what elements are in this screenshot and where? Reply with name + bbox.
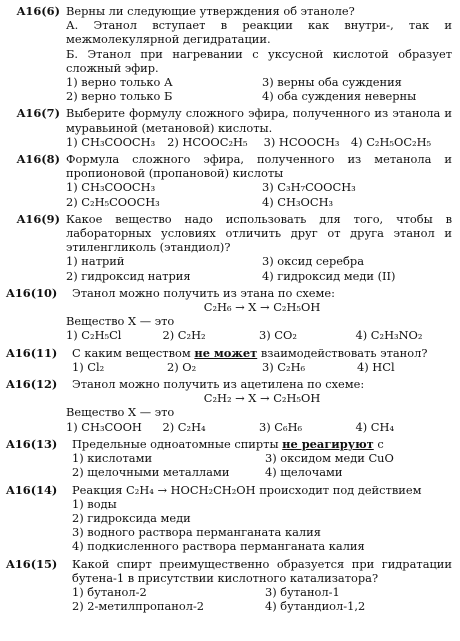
answer-option[interactable]: 4) C₂H₅OC₂H₅ — [350, 134, 432, 149]
answer-options — [66, 254, 452, 282]
answer-option[interactable]: 4) CH₃OCH₃ — [262, 194, 334, 209]
question-stem: Реакция C₂H₄ → HOCH₂CH₂OH происходит под действием — [72, 482, 422, 497]
answer-option[interactable]: 2) O₂ — [167, 359, 197, 374]
answer-option[interactable]: 3) бутанол-1 — [265, 584, 340, 599]
answer-option[interactable]: 3) оксидом меди CuO — [265, 451, 394, 466]
answer-options — [66, 328, 452, 342]
question-stem — [72, 437, 452, 451]
question-a16-7 — [6, 106, 452, 149]
question-number: A16(10) — [6, 285, 58, 300]
question-a16-6 — [6, 4, 452, 103]
answer-option[interactable]: 1) CH₃COOCH₃ — [66, 134, 156, 149]
statement-b: Б. Этанол при нагревании с уксусной кислотой образует сложный эфир. — [66, 46, 452, 75]
answer-option[interactable]: 3) верны оба суждения — [262, 75, 402, 90]
question-a16-15 — [6, 557, 452, 614]
answer-option[interactable]: 1) кислотами — [72, 451, 153, 466]
question-stem: Какое вещество надо использовать для того, чтобы в лабораторных условиях отличить друг от друга этанол и этиленгликоль (этандиол)? — [66, 211, 452, 255]
answer-option[interactable]: 3) C₃H₇COOCH₃ — [262, 180, 356, 195]
answer-option[interactable]: 4) C₂H₃NO₂ — [355, 328, 423, 343]
statement-a: А. Этанол вступает в реакции как внутри-, так и межмолекулярной дегидратации. — [66, 18, 452, 47]
answer-options — [72, 497, 452, 554]
answer-option[interactable]: 1) CH₃COOCH₃ — [66, 180, 156, 195]
substance-label: Вещество X — это — [66, 405, 175, 420]
question-number: A16(11) — [6, 345, 58, 360]
question-stem: Выберите формулу сложного эфира, полученного из этанола и муравьиной (метановой) кислоты. — [66, 106, 452, 135]
answer-option[interactable]: 4) CH₄ — [355, 419, 395, 434]
stem-emphasis: не может — [194, 345, 258, 360]
answer-option[interactable]: 2) C₂H₄ — [162, 419, 206, 434]
answer-option[interactable]: 3) C₂H₆ — [262, 359, 306, 374]
answer-option[interactable]: 1) бутанол-2 — [72, 584, 147, 599]
answer-option[interactable]: 1) верно только А — [66, 75, 173, 90]
answer-option[interactable]: 4) щелочами — [265, 465, 343, 480]
stem-text: Предельные одноатомные спирты — [72, 436, 283, 451]
question-number: A16(12) — [6, 377, 58, 392]
answer-options — [72, 451, 452, 479]
answer-option[interactable]: 3) водного раствора перманганата калия — [72, 525, 321, 540]
question-a16-10 — [6, 286, 452, 314]
answer-option[interactable]: 2) щелочными металлами — [72, 465, 230, 480]
answer-options — [66, 420, 452, 434]
answer-option[interactable]: 4) подкисленного раствора перманганата калия — [72, 539, 365, 554]
answer-option[interactable]: 2) C₂H₂ — [162, 328, 206, 343]
answer-option[interactable]: 4) HCl — [357, 359, 395, 374]
answer-option[interactable]: 3) HCOOCH₃ — [263, 134, 340, 149]
answer-option[interactable]: 1) натрий — [66, 254, 125, 269]
stem-text: С каким веществом — [72, 345, 195, 360]
answer-option[interactable]: 3) оксид серебра — [262, 254, 364, 269]
answer-option[interactable]: 1) воды — [72, 496, 117, 511]
question-stem: Этанол можно получить из ацетилена по схеме: — [72, 377, 365, 392]
answer-options — [72, 360, 452, 374]
reaction-scheme: C₂H₆ → X → C₂H₅OH — [203, 300, 321, 315]
answer-option[interactable]: 4) оба суждения неверны — [262, 89, 417, 104]
question-number: A16(14) — [6, 482, 58, 497]
substance-label: Вещество X — это — [66, 314, 175, 329]
question-number: A16(6) — [16, 4, 60, 18]
answer-option[interactable]: 1) C₂H₅Cl — [66, 328, 122, 343]
question-stem: Верны ли следующие утверждения об этаноле? — [66, 4, 355, 18]
stem-text: взаимодействовать этанол? — [257, 345, 428, 360]
answer-option[interactable]: 3) CO₂ — [259, 328, 297, 343]
question-number: A16(9) — [16, 211, 60, 226]
answer-option[interactable]: 1) CH₃COOH — [66, 419, 142, 434]
answer-options — [72, 585, 452, 613]
question-number: A16(8) — [16, 152, 60, 167]
reaction-scheme: C₂H₂ → X → C₂H₅OH — [203, 391, 321, 406]
answer-option[interactable]: 2) 2-метилпропанол-2 — [72, 599, 205, 614]
question-a16-12-answers — [6, 405, 452, 433]
answer-option[interactable]: 2) гидроксид натрия — [66, 268, 191, 283]
question-a16-13 — [6, 437, 452, 480]
question-stem: Этанол можно получить из этана по схеме: — [72, 285, 335, 300]
question-a16-8 — [6, 152, 452, 209]
question-a16-9 — [6, 212, 452, 283]
answer-options — [66, 75, 452, 103]
question-number: A16(15) — [6, 556, 58, 571]
answer-option[interactable]: 4) гидроксид меди (II) — [262, 268, 396, 283]
question-a16-14 — [6, 483, 452, 554]
answer-options — [66, 135, 452, 149]
question-stem: Какой спирт преимущественно образуется при гидратации бутена-1 в присутствии кислотного катализатора? — [72, 556, 452, 585]
question-stem: Формула сложного эфира, полученного из метанола и пропионовой (пропановой) кислоты — [66, 152, 452, 181]
answer-option[interactable]: 2) верно только Б — [66, 89, 173, 104]
question-a16-12 — [6, 377, 452, 405]
answer-option[interactable]: 4) бутандиол-1,2 — [265, 599, 366, 614]
answer-option[interactable]: 3) C₆H₆ — [259, 419, 303, 434]
answer-option[interactable]: 2) гидроксида меди — [72, 510, 191, 525]
question-number: A16(13) — [6, 436, 58, 451]
question-a16-11 — [6, 346, 452, 374]
answer-option[interactable]: 1) Cl₂ — [72, 359, 105, 374]
question-a16-10-answers — [6, 314, 452, 342]
question-number: A16(7) — [16, 106, 60, 121]
question-stem — [72, 346, 452, 360]
stem-emphasis: не реагируют — [282, 436, 374, 451]
stem-text: с — [373, 436, 384, 451]
answer-option[interactable]: 2) C₂H₅COOCH₃ — [66, 194, 160, 209]
answer-options — [66, 180, 452, 208]
answer-option[interactable]: 2) HCOOC₂H₅ — [167, 134, 248, 149]
